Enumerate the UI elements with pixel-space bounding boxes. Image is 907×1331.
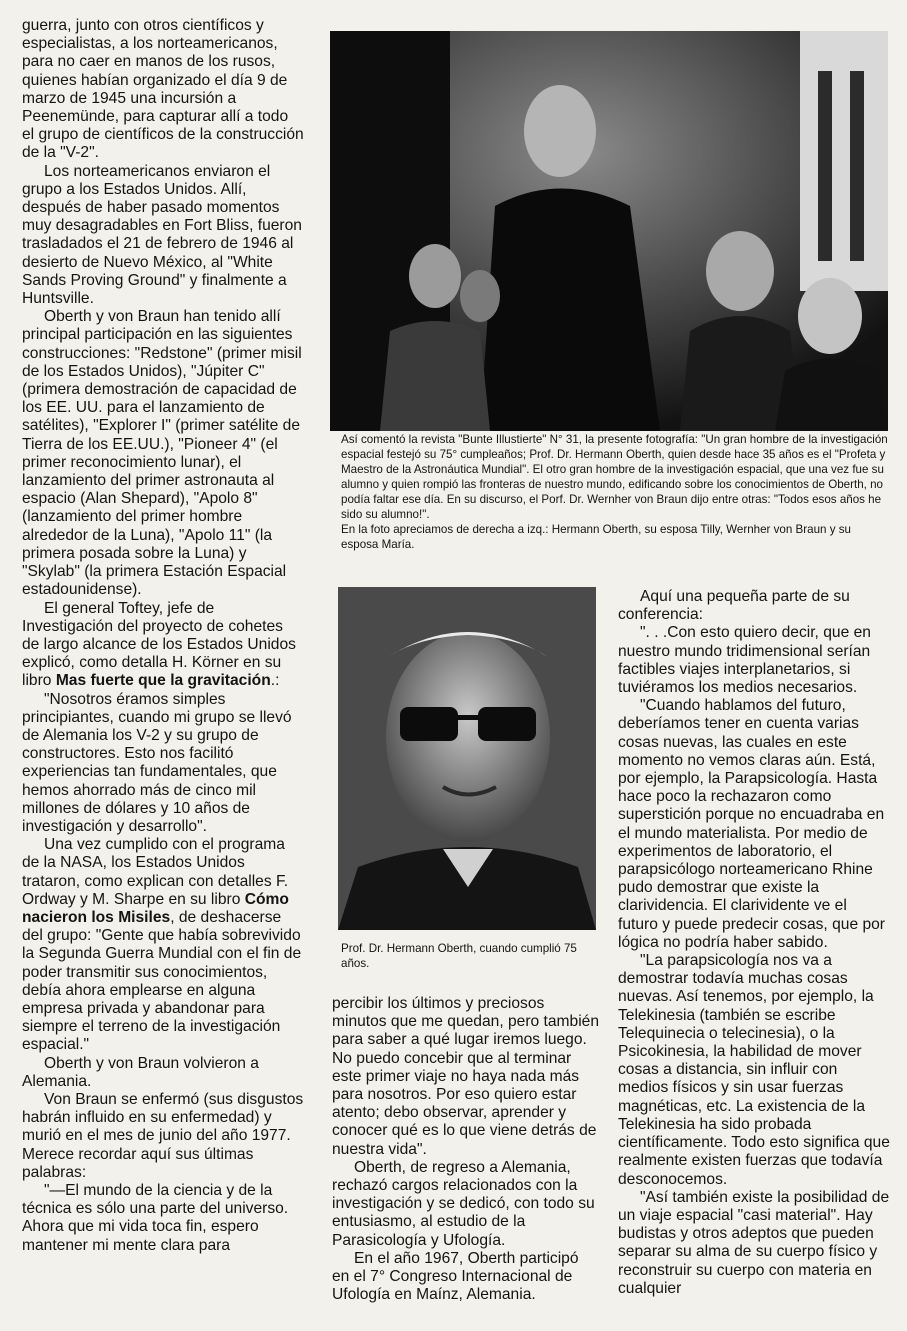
quote-paragraph: "La parapsicología nos va a demostrar todavía muchas cosas nuevas. Así tenemos, por ejemplo, la Telekinesia (también se escribe Telequinecia o telecinesia), o la Psicokinesia, la habilidad de mover cosas a distancia, sin influir con medios físicos y sin usar fuerzas magnéticas, etc. La existencia de la Telekinesia ha sido probada científicamente. Todo esto significa que realmente existen fuerzas que todavía desconocemos. xyxy=(618,952,890,1188)
quote-paragraph: "Cuando hablamos del futuro, deberíamos tener en cuenta varias cosas nuevas, las cuales en este momento no vemos claras aún. Está, por ejemplo, la Parapsicología. Hasta hace poco la rechazaron como superstición porque no encuadraba en el mundo materialista. Por medio de experimentos de laboratorio, el parapsicólogo norteamericano Rhine pudo demostrar que existe la clarividencia. El clarividente ve el futuro y puede predecir cosas, que por lógica no podría haber sabido. xyxy=(618,697,885,951)
quote-paragraph: "Así también existe la posibilidad de un viaje espacial "casi material". Hay budistas y otros adeptos que pueden separar su alma de su cuerpo físico y reconstruir su cuerpo con materia en cualquier xyxy=(618,1188,890,1297)
caption-text: En la foto apreciamos de derecha a izq.: Hermann Oberth, su esposa Tilly, Wernher von Braun y su esposa María. xyxy=(341,523,851,551)
book-title: Cómo nacieron los Misiles xyxy=(22,890,289,926)
quote-paragraph: "Nosotros éramos simples principiantes, cuando mi grupo se llevó de Alemania los V-2 y su grupo de constructores. Esto nos facilitó experiencias tan fundamentales, que hemos ahorrado más de cinco mil millones de dólares y 10 años de investigación y desarrollo". xyxy=(22,690,292,835)
paragraph: Los norteamericanos enviaron el grupo a los Estados Unidos. Allí, después de haber pasado momentos muy desagradables en Fort Bliss, fueron trasladados el 21 de febrero de 1946 al desierto de Nuevo México, al "White Sands Proving Ground" y finalmente a Huntsville. xyxy=(22,162,302,308)
article-column-middle xyxy=(332,995,599,1304)
portrait-caption xyxy=(341,941,589,971)
paragraph: Oberth y von Braun volvieron a Alemania. xyxy=(22,1054,259,1090)
paragraph xyxy=(22,600,304,691)
paragraph-text: El general Toftey, jefe de Investigación del proyecto de cohetes de largo alcance de los Estados Unidos explicó, como detalla H. Körner en su libro xyxy=(22,599,296,690)
caption-text: Prof. Dr. Hermann Oberth, cuando cumplió 75 años. xyxy=(341,942,577,970)
portrait-photo xyxy=(338,587,596,930)
paragraph: Oberth, de regreso a Alemania, rechazó cargos relacionados con la investigación y se dedicó, con todo su entusiasmo, al estudio de la Parasicología y Ufología. xyxy=(332,1158,595,1249)
celebration-photo-image xyxy=(330,31,888,431)
paragraph: Aquí una pequeña parte de su conferencia: xyxy=(618,588,850,624)
paragraph: guerra, junto con otros científicos y especialistas, a los norteamericanos, para no caer en manos de los rusos, quienes habían organizado el día 9 de marzo de 1945 una incursión a Peenemünde, para capturar allí a todo el grupo de científicos de la construcción de la "V-2". xyxy=(22,17,304,162)
portrait-photo-image xyxy=(338,587,596,930)
article-column-left xyxy=(22,17,304,1255)
quote-paragraph: ". . .Con esto quiero decir, que en nuestro mundo tridimensional serían factibles viajes interplanetarios, si tuviéramos los medios necesarios. xyxy=(618,624,871,697)
paragraph: Oberth y von Braun han tenido allí principal participación en las siguientes construcciones: "Redstone" (primer misil de los Estados Unidos), "Júpiter C" (primera demostración de capacidad de los EE. UU. para el lanzamiento de satélites), "Explorer I" (primer satélite de Tierra de los EE.UU.), "Pioneer 4" (el primer reconocimiento lunar), el lanzamiento del primer astronauta al espacio (Alan Shepard), "Apolo 8" (lanzamiento del primer hombre alrededor de la Luna), "Apolo 11" (la primera posada sobre la Luna) y "Skylab" (la primera Estación Espacial estadounidense). xyxy=(22,308,302,599)
paragraph: Von Braun se enfermó (sus disgustos habrán influido en su enfermedad) y murió en el mes de junio del año 1977. Merece recordar aquí sus últimas palabras: xyxy=(22,1090,304,1181)
quote-paragraph: "—El mundo de la ciencia y de la técnica es sólo una parte del universo. Ahora que mi vida toca fin, espero mantener mi mente clara para xyxy=(22,1182,289,1254)
book-title: Mas fuerte que la gravitación xyxy=(55,672,271,690)
celebration-photo xyxy=(330,31,888,431)
quote-paragraph: percibir los últimos y preciosos minutos que me quedan, pero también para saber a qué lugar iremos luego. No puedo concebir que al terminar este primer viaje no haya nada más para nosotros. Por eso quiero estar atento; debo observar, aprender y conocer qué es lo que viene detrás de nuestra vida". xyxy=(332,995,599,1158)
paragraph-text: , de deshacerse del grupo: "Gente que había sobrevivido la Segunda Guerra Mundial con el fin de poder transmitir sus conocimientos, debía ahora emplearse en alguna empresa privada y abandonar para siempre el terreno de la investigación espacial." xyxy=(22,908,302,1054)
photo-caption xyxy=(341,432,889,552)
paragraph: En el año 1967, Oberth participó en el 7° Congreso Internacional de Ufología en Maínz, Alemania. xyxy=(332,1249,579,1304)
caption-text: Así comentó la revista "Bunte Illustierte" N° 31, la presente fotografía: "Un gran hombre de la investigación espacial festejó su 75° cumpleaños; Prof. Dr. Hermann Oberth, quien desde hace 35 años es el "Profeta y Maestro de la Astronáutica Mundial". El otro gran hombre de la investigación espacial, que una vez fue su alumno y quien rompió las fronteras de nuestro mundo, edificando sobre los conocimientos de Oberth, no podía faltar ese día. En su discurso, el Porf. Dr. Wernher von Braun dijo entre otras: "Todos esos años he sido su alumno!". xyxy=(341,433,888,521)
article-column-right xyxy=(618,588,890,1298)
paragraph-text: .: xyxy=(270,672,280,690)
paragraph xyxy=(22,836,304,1054)
paragraph-text: Una vez cumplido con el programa de la NASA, los Estados Unidos trataron, como explican con detalles F. Ordway y M. Sharpe en su libro xyxy=(22,836,289,908)
